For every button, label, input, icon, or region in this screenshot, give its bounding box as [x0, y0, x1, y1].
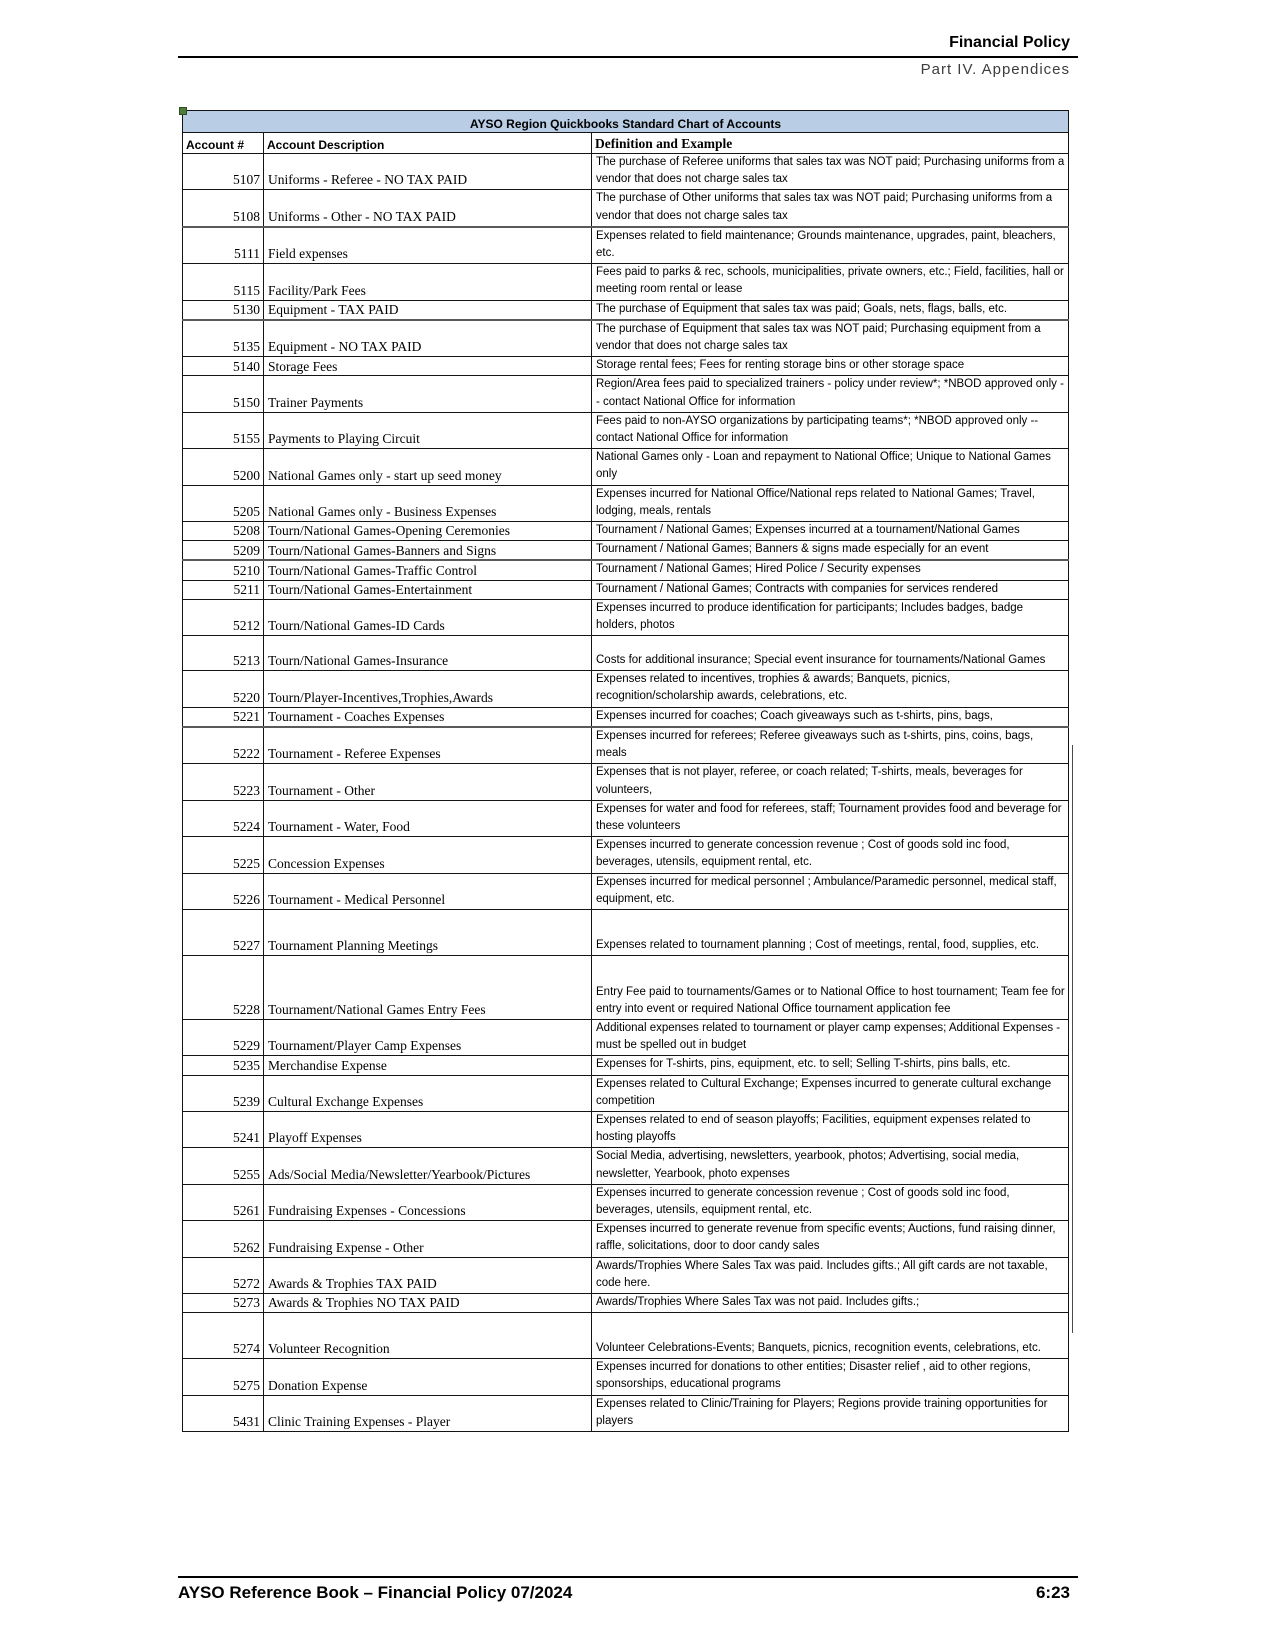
account-description: Storage Fees	[264, 357, 592, 376]
footer-document-title: AYSO Reference Book – Financial Policy 07/2024	[178, 1583, 573, 1602]
table-row	[183, 300, 1069, 320]
definition: Expenses related to Clinic/Training for Players; Regions provide training opportunities for players	[592, 1395, 1069, 1431]
account-description: Concession Expenses	[264, 837, 592, 873]
table-row	[183, 357, 1069, 376]
account-number: 5227	[183, 909, 264, 955]
account-number: 5150	[183, 376, 264, 412]
definition: Expenses incurred for coaches; Coach giveaways such as t-shirts, pins, bags,	[592, 707, 1069, 727]
account-description: Clinic Training Expenses - Player	[264, 1395, 592, 1431]
table-row	[183, 909, 1069, 955]
account-description: Tourn/National Games-Traffic Control	[264, 560, 592, 580]
page-subtitle: Part IV. Appendices	[920, 61, 1070, 78]
account-description: Volunteer Recognition	[264, 1313, 592, 1359]
table-row	[183, 671, 1069, 707]
definition: Expenses incurred for medical personnel ; Ambulance/Paramedic personnel, medical staff, equipment, etc.	[592, 873, 1069, 909]
account-description: Tournament - Water, Food	[264, 800, 592, 836]
definition: Tournament / National Games; Hired Police / Security expenses	[592, 560, 1069, 580]
page-title: Financial Policy	[949, 34, 1070, 51]
account-number: 5224	[183, 800, 264, 836]
table-row	[183, 541, 1069, 561]
definition: Volunteer Celebrations-Events; Banquets, picnics, recognition events, celebrations, etc.	[592, 1313, 1069, 1359]
table-row	[183, 412, 1069, 448]
account-number: 5229	[183, 1019, 264, 1055]
account-number: 5213	[183, 636, 264, 671]
page-footer	[178, 1576, 1078, 1603]
table-title: AYSO Region Quickbooks Standard Chart of Accounts	[183, 111, 1069, 133]
definition: Expenses related to field maintenance; Grounds maintenance, upgrades, paint, bleachers, etc.	[592, 227, 1069, 264]
account-description: Merchandise Expense	[264, 1056, 592, 1075]
account-number: 5135	[183, 320, 264, 357]
account-description: Tourn/National Games-ID Cards	[264, 599, 592, 635]
account-description: Tourn/National Games-Insurance	[264, 636, 592, 671]
table-row	[183, 1221, 1069, 1257]
account-description: Tournament - Other	[264, 764, 592, 800]
definition: Tournament / National Games; Contracts with companies for services rendered	[592, 580, 1069, 599]
sheet-edge-line	[1072, 745, 1073, 1333]
account-description: National Games only - start up seed money	[264, 449, 592, 485]
footer-page-number: 6:23	[1035, 1583, 1070, 1602]
definition: Entry Fee paid to tournaments/Games or to National Office to host tournament; Team fee for entry into event or required National Office tournament application fee	[592, 955, 1069, 1019]
table-row	[183, 320, 1069, 357]
account-number: 5220	[183, 671, 264, 707]
definition: Expenses related to tournament planning ; Cost of meetings, rental, food, supplies, etc.	[592, 909, 1069, 955]
definition: Expenses incurred to produce identification for participants; Includes badges, badge holders, photos	[592, 599, 1069, 635]
table-row	[183, 1111, 1069, 1147]
definition: Expenses related to incentives, trophies & awards; Banquets, picnics, recognition/scholarship awards, celebrations, etc.	[592, 671, 1069, 707]
definition: Expenses incurred to generate concession revenue ; Cost of goods sold inc food, beverages, utensils, equipment rental, etc.	[592, 837, 1069, 873]
account-number: 5228	[183, 955, 264, 1019]
definition: Awards/Trophies Where Sales Tax was paid. Includes gifts.; All gift cards are not taxable, code here.	[592, 1257, 1069, 1293]
account-description: Fundraising Expense - Other	[264, 1221, 592, 1257]
definition: Expenses incurred to generate concession revenue ; Cost of goods sold inc food, beverages, utensils, equipment rental, etc.	[592, 1184, 1069, 1220]
table-row	[183, 560, 1069, 580]
account-description: Tournament - Referee Expenses	[264, 727, 592, 764]
table-row	[183, 227, 1069, 264]
table-row	[183, 376, 1069, 412]
account-number: 5210	[183, 560, 264, 580]
account-description: Equipment - NO TAX PAID	[264, 320, 592, 357]
definition: The purchase of Referee uniforms that sales tax was NOT paid; Purchasing uniforms from a vendor that does not charge sales tax	[592, 154, 1069, 190]
definition: Expenses for water and food for referees, staff; Tournament provides food and beverage for these volunteers	[592, 800, 1069, 836]
table-row	[183, 1395, 1069, 1431]
account-number: 5208	[183, 522, 264, 541]
table-row	[183, 1056, 1069, 1075]
account-description: Tourn/Player-Incentives,Trophies,Awards	[264, 671, 592, 707]
account-number: 5255	[183, 1148, 264, 1184]
account-number: 5115	[183, 264, 264, 300]
accounts-table	[182, 110, 1069, 1432]
account-description: Tournament Planning Meetings	[264, 909, 592, 955]
definition: Expenses incurred to generate revenue from specific events; Auctions, fund raising dinner, raffle, solicitations, door to door candy sales	[592, 1221, 1069, 1257]
account-description: Uniforms - Other - NO TAX PAID	[264, 190, 592, 227]
account-description: Tournament/National Games Entry Fees	[264, 955, 592, 1019]
definition: Expenses incurred for referees; Referee giveaways such as t-shirts, pins, coins, bags, meals	[592, 727, 1069, 764]
table-row	[183, 1075, 1069, 1111]
table-row	[183, 154, 1069, 190]
definition: Storage rental fees; Fees for renting storage bins or other storage space	[592, 357, 1069, 376]
table-header-row	[183, 133, 1069, 154]
account-description: Playoff Expenses	[264, 1111, 592, 1147]
account-description: Donation Expense	[264, 1359, 592, 1395]
account-number: 5205	[183, 485, 264, 521]
definition: Expenses related to Cultural Exchange; Expenses incurred to generate cultural exchange competition	[592, 1075, 1069, 1111]
account-number: 5241	[183, 1111, 264, 1147]
definition: Expenses incurred for National Office/National reps related to National Games; Travel, lodging, meals, rentals	[592, 485, 1069, 521]
account-number: 5212	[183, 599, 264, 635]
table-row	[183, 764, 1069, 800]
account-number: 5239	[183, 1075, 264, 1111]
column-header-account-number: Account #	[183, 133, 264, 154]
account-description: Facility/Park Fees	[264, 264, 592, 300]
definition: Region/Area fees paid to specialized trainers - policy under review*; *NBOD approved only -- contact National Office for information	[592, 376, 1069, 412]
table-row	[183, 1148, 1069, 1184]
definition: The purchase of Equipment that sales tax was NOT paid; Purchasing equipment from a vendor that does not charge sales tax	[592, 320, 1069, 357]
account-number: 5140	[183, 357, 264, 376]
account-description: Cultural Exchange Expenses	[264, 1075, 592, 1111]
definition: Social Media, advertising, newsletters, yearbook, photos; Advertising, social media, newsletter, Yearbook, photo expenses	[592, 1148, 1069, 1184]
table-row	[183, 727, 1069, 764]
account-number: 5226	[183, 873, 264, 909]
account-number: 5274	[183, 1313, 264, 1359]
header-rule	[178, 56, 1078, 58]
definition: Fees paid to parks & rec, schools, municipalities, private owners, etc.; Field, facilities, hall or meeting room rental or lease	[592, 264, 1069, 300]
account-number: 5209	[183, 541, 264, 561]
account-description: Awards & Trophies NO TAX PAID	[264, 1293, 592, 1312]
account-number: 5261	[183, 1184, 264, 1220]
table-row	[183, 1359, 1069, 1395]
selection-corner-dot	[179, 107, 187, 115]
definition: Awards/Trophies Where Sales Tax was not paid. Includes gifts.;	[592, 1293, 1069, 1312]
table-row	[183, 599, 1069, 635]
account-number: 5235	[183, 1056, 264, 1075]
definition: The purchase of Equipment that sales tax was paid; Goals, nets, flags, balls, etc.	[592, 300, 1069, 320]
account-number: 5155	[183, 412, 264, 448]
table-row	[183, 955, 1069, 1019]
definition: Costs for additional insurance; Special event insurance for tournaments/National Games	[592, 636, 1069, 671]
table-row	[183, 636, 1069, 671]
definition: Expenses incurred for donations to other entities; Disaster relief , aid to other regions, sponsorships, educational programs	[592, 1359, 1069, 1395]
table-row	[183, 190, 1069, 227]
definition: Expenses for T-shirts, pins, equipment, etc. to sell; Selling T-shirts, pins balls, etc.	[592, 1056, 1069, 1075]
account-number: 5111	[183, 227, 264, 264]
account-number: 5108	[183, 190, 264, 227]
table-row	[183, 264, 1069, 300]
table-row	[183, 522, 1069, 541]
definition: Tournament / National Games; Expenses incurred at a tournament/National Games	[592, 522, 1069, 541]
definition: Tournament / National Games; Banners & signs made especially for an event	[592, 541, 1069, 561]
table-row	[183, 707, 1069, 727]
account-description: Trainer Payments	[264, 376, 592, 412]
account-number: 5431	[183, 1395, 264, 1431]
table-row	[183, 1313, 1069, 1359]
column-header-definition: Definition and Example	[592, 133, 1069, 154]
account-description: Ads/Social Media/Newsletter/Yearbook/Pictures	[264, 1148, 592, 1184]
definition: Fees paid to non-AYSO organizations by participating teams*; *NBOD approved only -- contact National Office for information	[592, 412, 1069, 448]
account-number: 5107	[183, 154, 264, 190]
definition: Additional expenses related to tournament or player camp expenses; Additional Expenses - must be spelled out in budget	[592, 1019, 1069, 1055]
accounts-table-container	[182, 110, 1068, 1432]
account-description: Fundraising Expenses - Concessions	[264, 1184, 592, 1220]
account-description: Equipment - TAX PAID	[264, 300, 592, 320]
table-row	[183, 873, 1069, 909]
table-row	[183, 1257, 1069, 1293]
table-title-row	[183, 111, 1069, 133]
account-number: 5275	[183, 1359, 264, 1395]
account-number: 5273	[183, 1293, 264, 1312]
account-number: 5211	[183, 580, 264, 599]
account-description: Awards & Trophies TAX PAID	[264, 1257, 592, 1293]
definition: National Games only - Loan and repayment to National Office; Unique to National Games only	[592, 449, 1069, 485]
table-row	[183, 449, 1069, 485]
account-description: Uniforms - Referee - NO TAX PAID	[264, 154, 592, 190]
column-header-account-description: Account Description	[264, 133, 592, 154]
table-row	[183, 1184, 1069, 1220]
table-row	[183, 837, 1069, 873]
account-number: 5222	[183, 727, 264, 764]
table-row	[183, 580, 1069, 599]
account-description: National Games only - Business Expenses	[264, 485, 592, 521]
account-number: 5200	[183, 449, 264, 485]
account-number: 5221	[183, 707, 264, 727]
account-description: Tourn/National Games-Entertainment	[264, 580, 592, 599]
account-number: 5272	[183, 1257, 264, 1293]
account-number: 5223	[183, 764, 264, 800]
account-description: Tournament - Medical Personnel	[264, 873, 592, 909]
definition: The purchase of Other uniforms that sales tax was NOT paid; Purchasing uniforms from a vendor that does not charge sales tax	[592, 190, 1069, 227]
account-description: Tournament - Coaches Expenses	[264, 707, 592, 727]
account-number: 5130	[183, 300, 264, 320]
account-description: Tournament/Player Camp Expenses	[264, 1019, 592, 1055]
definition: Expenses related to end of season playoffs; Facilities, equipment expenses related to hosting playoffs	[592, 1111, 1069, 1147]
account-number: 5225	[183, 837, 264, 873]
account-number: 5262	[183, 1221, 264, 1257]
table-row	[183, 485, 1069, 521]
account-description: Field expenses	[264, 227, 592, 264]
page-header	[178, 34, 1078, 78]
table-row	[183, 1293, 1069, 1312]
account-description: Tourn/National Games-Banners and Signs	[264, 541, 592, 561]
account-description: Tourn/National Games-Opening Ceremonies	[264, 522, 592, 541]
table-row	[183, 800, 1069, 836]
accounts-table-body	[183, 154, 1069, 1432]
account-description: Payments to Playing Circuit	[264, 412, 592, 448]
table-row	[183, 1019, 1069, 1055]
definition: Expenses that is not player, referee, or coach related; T-shirts, meals, beverages for volunteers,	[592, 764, 1069, 800]
